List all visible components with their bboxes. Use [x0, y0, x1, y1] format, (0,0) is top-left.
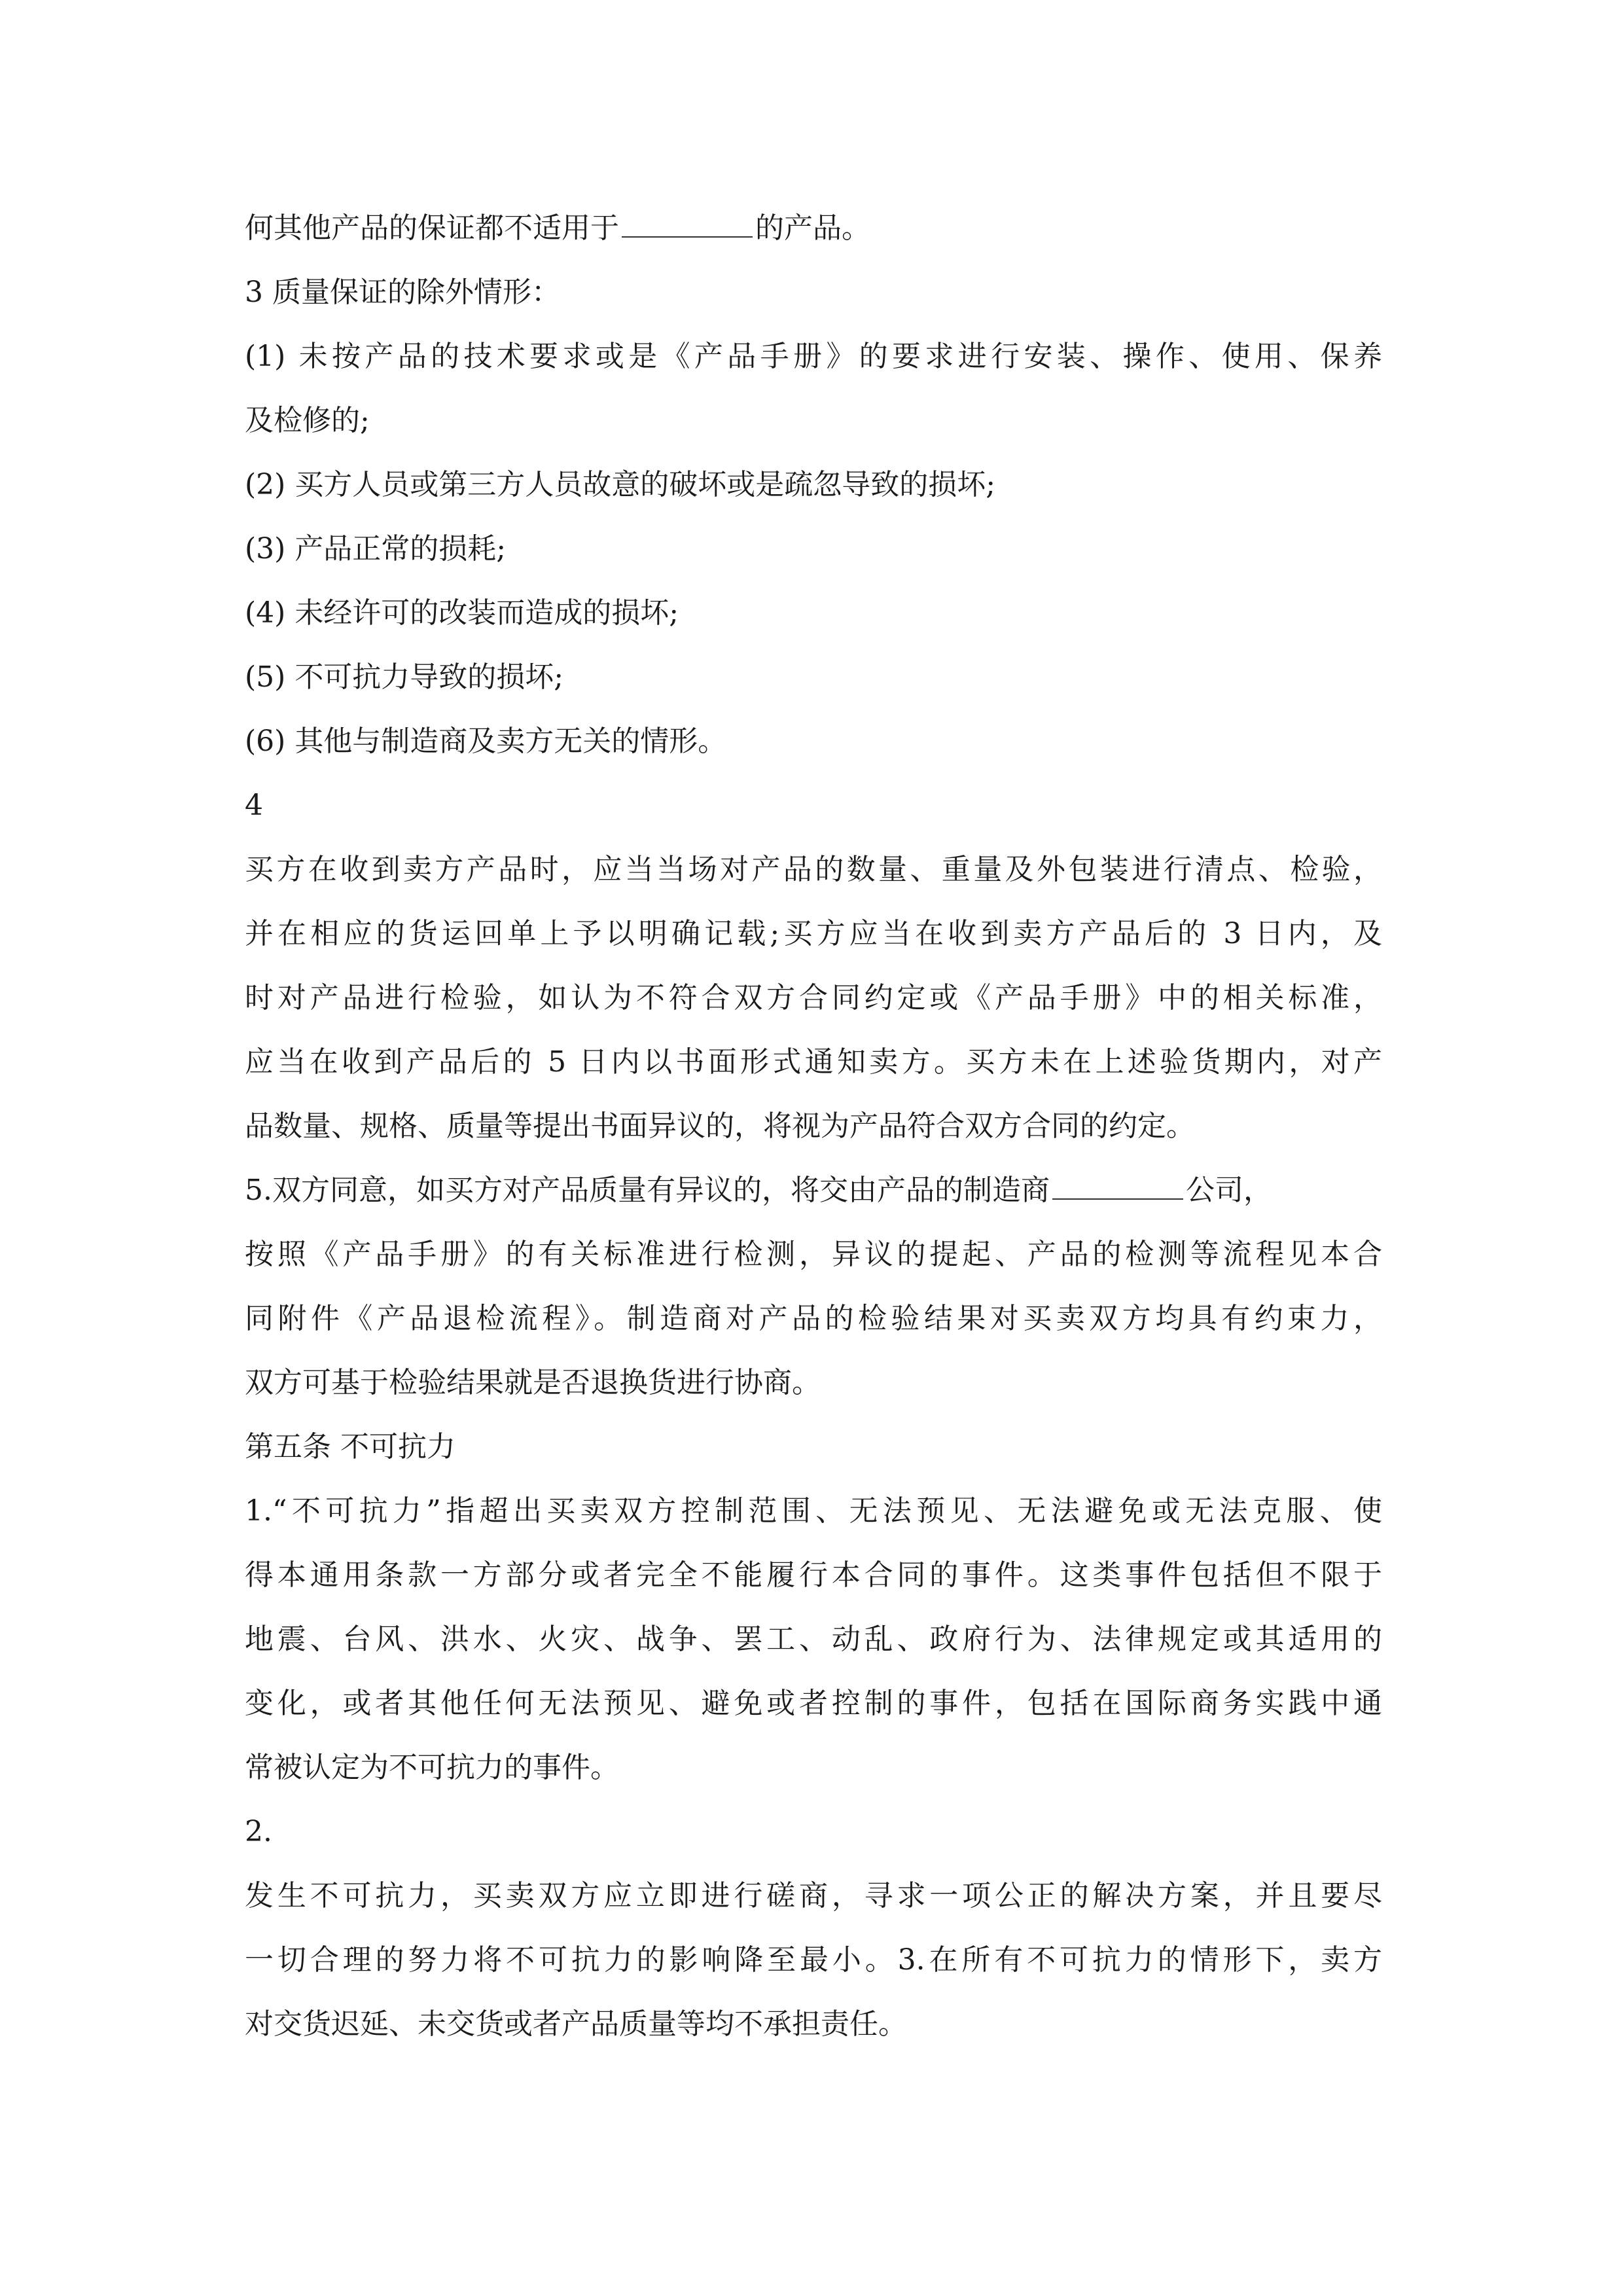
fill-in-blank — [1052, 1172, 1183, 1200]
text-line: (1) 未按产品的技术要求或是《产品手册》的要求进行安装、操作、使用、保养 — [245, 340, 1382, 373]
section-number: 4 — [245, 789, 263, 822]
section-number: 2. — [245, 1815, 272, 1848]
text-line: (5) 不可抗力导致的损坏; — [245, 660, 564, 694]
text-line: 按照《产品手册》的有关标准进行检测，异议的提起、产品的检测等流程见本合 — [245, 1238, 1382, 1271]
text-line: 一切合理的努力将不可抗力的影响降至最小。3.在所有不可抗力的情形下，卖方 — [245, 1943, 1382, 1977]
text-line: (6) 其他与制造商及卖方无关的情形。 — [245, 725, 727, 758]
text-line: 地震、台风、洪水、火灾、战争、罢工、动乱、政府行为、法律规定或其适用的 — [245, 1623, 1382, 1656]
text-line — [245, 196, 1382, 260]
text-line: (3) 产品正常的损耗; — [245, 532, 507, 565]
text-line: 买方在收到卖方产品时，应当当场对产品的数量、重量及外包装进行清点、检验， — [245, 853, 1382, 886]
text-line: 时对产品进行检验，如认为不符合双方合同约定或《产品手册》中的相关标准， — [245, 981, 1382, 1014]
line-text: 的产品。 — [755, 211, 870, 245]
section-heading: 第五条 不可抗力 — [245, 1430, 455, 1463]
line-text: 5.双方同意，如买方对产品质量有异议的，将交由产品的制造商 — [245, 1174, 1050, 1207]
fill-in-blank — [622, 210, 753, 238]
text-line: 同附件《产品退检流程》。制造商对产品的检验结果对买卖双方均具有约束力， — [245, 1302, 1382, 1335]
text-line: (4) 未经许可的改装而造成的损坏; — [245, 596, 679, 630]
text-line: 常被认定为不可抗力的事件。 — [245, 1751, 619, 1784]
text-line: 及检修的; — [245, 404, 370, 437]
text-line: 1.“不可抗力”指超出买卖双方控制范围、无法预见、无法避免或无法克服、使 — [245, 1494, 1382, 1528]
line-text: 公司， — [1185, 1174, 1272, 1207]
text-line: 应当在收到产品后的 5 日内以书面形式通知卖方。买方未在上述验货期内，对产 — [245, 1045, 1382, 1079]
text-line: (2) 买方人员或第三方人员故意的破坏或是疏忽导致的损坏; — [245, 468, 996, 501]
text-line: 品数量、规格、质量等提出书面异议的，将视为产品符合双方合同的约定。 — [245, 1109, 1195, 1143]
text-line: 发生不可抗力，买卖双方应立即进行磋商，寻求一项公正的解决方案，并且要尽 — [245, 1879, 1382, 1912]
line-text: 何其他产品的保证都不适用于 — [245, 211, 619, 245]
text-line: 并在相应的货运回单上予以明确记载;买方应当在收到卖方产品后的 3 日内，及 — [245, 917, 1382, 950]
text-line: 变化，或者其他任何无法预见、避免或者控制的事件，包括在国际商务实践中通 — [245, 1687, 1382, 1720]
text-line: 对交货迟延、未交货或者产品质量等均不承担责任。 — [245, 2007, 907, 2041]
text-line: 双方可基于检验结果就是否退换货进行协商。 — [245, 1366, 821, 1399]
text-line — [245, 1158, 1382, 1223]
section-heading: 3 质量保证的除外情形： — [245, 276, 560, 309]
document-body — [245, 196, 1382, 2056]
text-line: 得本通用条款一方部分或者完全不能履行本合同的事件。这类事件包括但不限于 — [245, 1558, 1382, 1592]
